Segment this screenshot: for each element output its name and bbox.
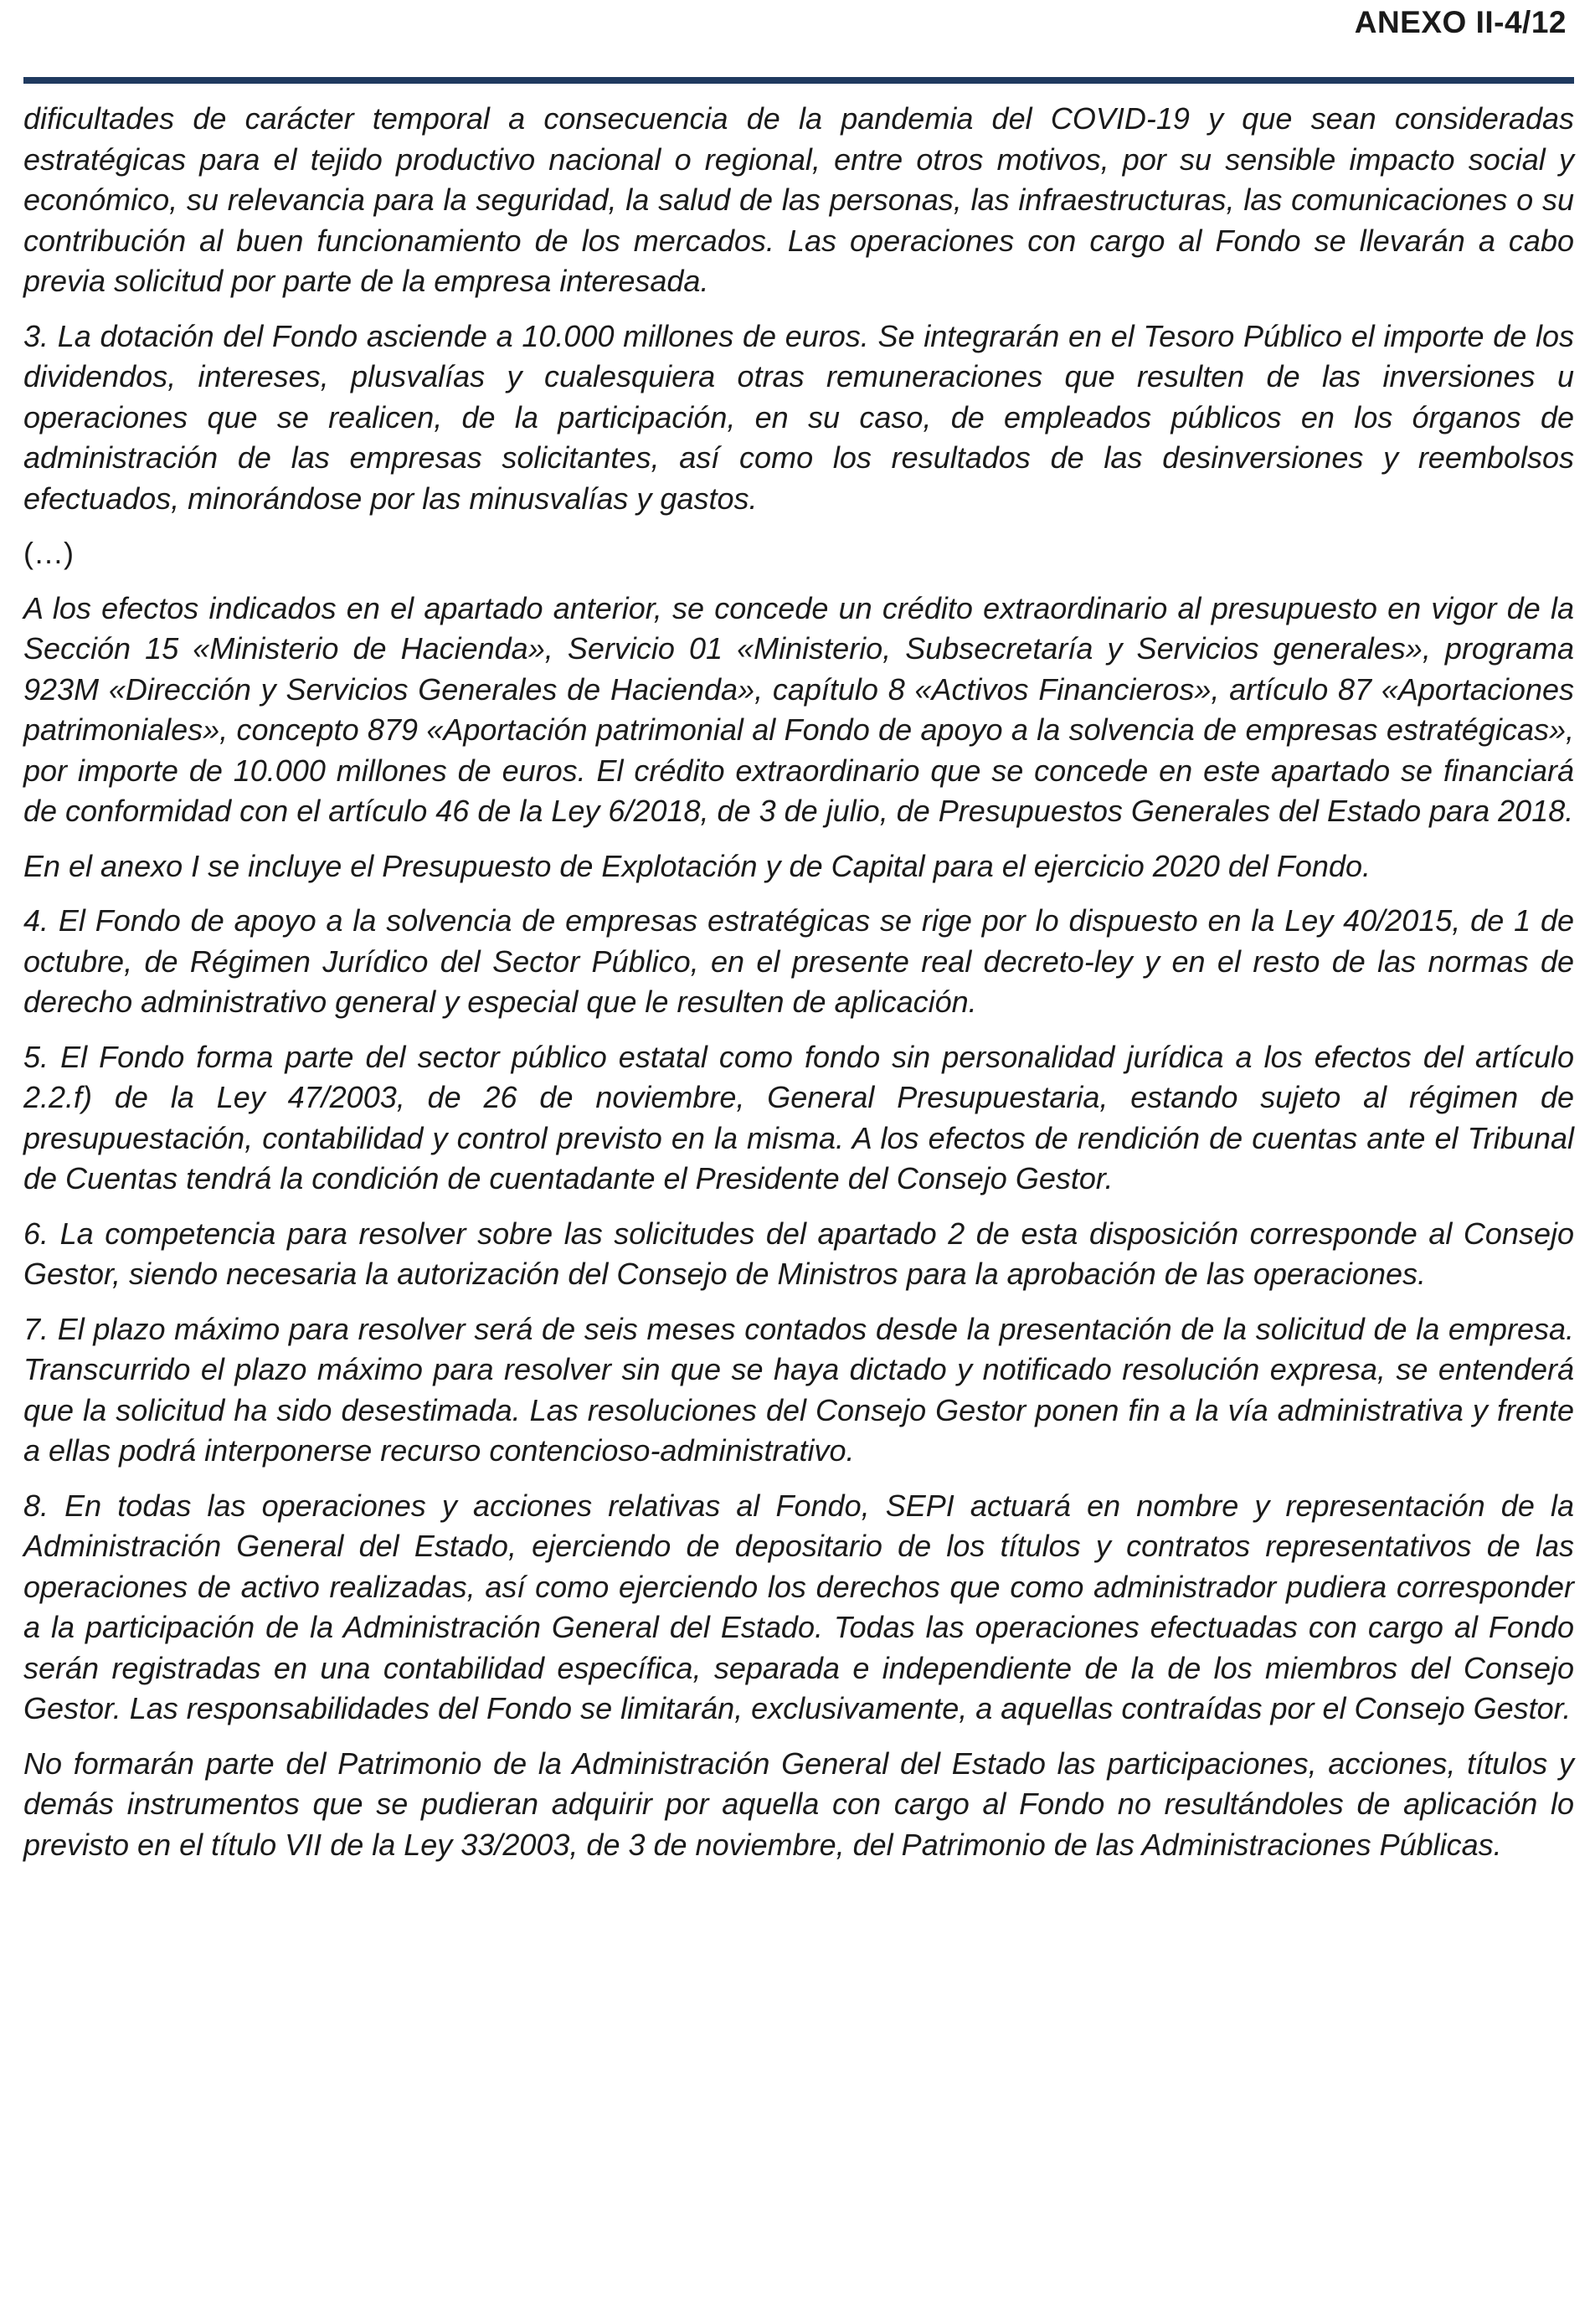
paragraph-annex-budget: En el anexo I se incluye el Presupuesto de Explotación y de Capital para el ejercicio 2020 del Fondo. [23,848,1371,883]
paragraph-section-6: 6. La competencia para resolver sobre las solicitudes del apartado 2 de esta disposición corresponde al Consejo Gestor, siendo necesaria la autorización del Consejo de Ministros para la aprobación de las operaciones. [23,1216,1574,1291]
paragraph-section-7: 7. El plazo máximo para resolver será de seis meses contados desde la presentación de la solicitud de la empresa. Transcurrido el plazo máximo para resolver sin que se haya dictado y notificado resolución expresa, se entenderá que la solicitud ha sido desestimada. Las resoluciones del Consejo Gestor ponen fin a la vía administrativa y frente a ellas podrá interponerse recurso contencioso-administrativo. [23,1311,1574,1468]
document-body [23,99,1574,1879]
paragraph-section-8: 8. En todas las operaciones y acciones relativas al Fondo, SEPI actuará en nombre y representación de la Administración General del Estado, ejerciendo de depositario de los títulos y contratos representativos de las operaciones de activo realizadas, así como ejerciendo los derechos que como administrador pudiera corresponder a la participación de la Administración General del Estado. Todas las operaciones efectuadas con cargo al Fondo serán registradas en una contabilidad específica, separada e independiente de la de los miembros del Consejo Gestor. Las responsabilidades del Fondo se limitarán, exclusivamente, a aquellas contraídas por el Consejo Gestor. [23,1488,1574,1725]
annex-page-label: ANEXO II-4/12 [1354,5,1567,39]
paragraph-continuation: dificultades de carácter temporal a consecuencia de la pandemia del COVID-19 y que sean consideradas estratégicas para el tejido productivo nacional o regional, entre otros motivos, por su sensible impacto social y económico, su relevancia para la seguridad, la salud de las personas, las infraestructuras, las comunicaciones o su contribución al buen funcionamiento de los mercados. Las operaciones con cargo al Fondo se llevarán a cabo previa solicitud por parte de la empresa interesada. [23,101,1574,298]
paragraph-section-4: 4. El Fondo de apoyo a la solvencia de empresas estratégicas se rige por lo dispuesto en la Ley 40/2015, de 1 de octubre, de Régimen Jurídico del Sector Público, en el presente real decreto-ley y en el resto de las normas de derecho administrativo general y especial que le resulten de aplicación. [23,903,1574,1019]
paragraph-section-3: 3. La dotación del Fondo asciende a 10.000 millones de euros. Se integrarán en el Tesoro Público el importe de los dividendos, intereses, plusvalías y cualesquiera otras remuneraciones que resulten de las inversiones u operaciones que se realicen, de la participación, en su caso, de empleados públicos en los órganos de administración de las empresas solicitantes, así como los resultados de las desinversiones y reembolsos efectuados, minorándose por las minusvalías y gastos. [23,318,1574,516]
paragraph-patrimonio: No formarán parte del Patrimonio de la Administración General del Estado las participaciones, acciones, títulos y demás instrumentos que se pudieran adquirir por aquella con cargo al Fondo no resultándoles de aplicación lo previsto en el título VII de la Ley 33/2003, de 3 de noviembre, del Patrimonio de las Administraciones Públicas. [23,1746,1574,1862]
paragraph-extraordinary-credit: A los efectos indicados en el apartado anterior, se concede un crédito extraordinario al presupuesto en vigor de la Sección 15 «Ministerio de Hacienda», Servicio 01 «Ministerio, Subsecretaría y Servicios generales», programa 923M «Dirección y Servicios Generales de Hacienda», capítulo 8 «Activos Financieros», artículo 87 «Aportaciones patrimoniales», concepto 879 «Aportación patrimonial al Fondo de apoyo a la solvencia de empresas estratégicas», por importe de 10.000 millones de euros. El crédito extraordinario que se concede en este apartado se financiará de conformidad con el artículo 46 de la Ley 6/2018, de 3 de julio, de Presupuestos Generales del Estado para 2018. [23,590,1574,828]
paragraph-ellipsis: (…) [23,536,74,570]
paragraph-section-5: 5. El Fondo forma parte del sector público estatal como fondo sin personalidad jurídica a los efectos del artículo 2.2.f) de la Ley 47/2003, de 26 de noviembre, General Presupuestaria, estando sujeto al régimen de presupuestación, contabilidad y control previsto en la misma. A los efectos de rendición de cuentas ante el Tribunal de Cuentas tendrá la condición de cuentadante el Presidente del Consejo Gestor. [23,1039,1574,1195]
header-divider [23,77,1574,84]
